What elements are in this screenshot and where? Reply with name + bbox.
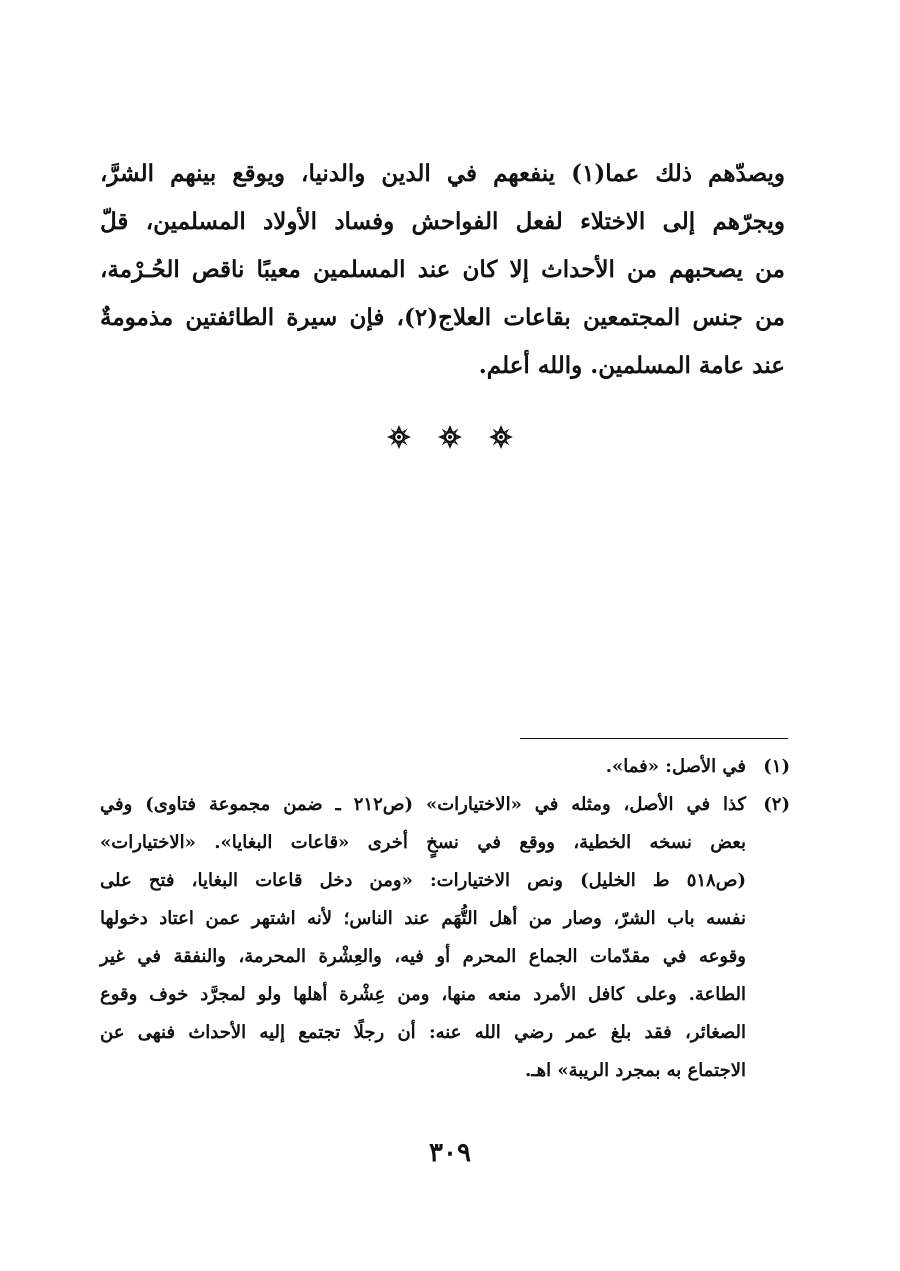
footnote-number: (٢) [763,794,790,815]
main-text-line: من جنس المجتمعين بقاعات العلاج(٢)، فإن سيرة الطائفتين مذمومةٌ [100,304,785,331]
footnote-2 [100,786,790,1090]
footnote-line: الطاعة. وعلى كافل الأمرد منعه منها، ومن عِشْرة أهلها ولو لمجرَّد خوف وقوع [100,984,746,1005]
footnote-number: (١) [763,756,790,777]
footnote-line: بعض نسخه الخطية، ووقع في نسخٍ أخرى «قاعات البغايا». «الاختيارات» [100,832,746,853]
main-text-line: عند عامة المسلمين. والله أعلم. [478,352,785,379]
main-text-line: من يصحبهم من الأحداث إلا كان عند المسلمين معيبًا ناقص الحُـرْمة، [100,256,785,283]
footnote-divider [520,738,788,739]
main-text-line: ويجرّهم إلى الاختلاء لفعل الفواحش وفساد الأولاد المسلمين، قلّ [100,208,785,235]
footnote-line: في الأصل: «فما». [605,756,746,777]
footnote-1 [100,748,790,786]
footnote-line: الصغائر، فقد بلغ عمر رضي الله عنه: أن رجلًا تجتمع إليه الأحداث فنهى عن [100,1022,746,1043]
main-text [100,150,785,390]
footnote-line: نفسه باب الشرّ، وصار من أهل التُّهَم عند الناس؛ لأنه اشتهر عمن اعتاد دخولها [100,908,746,929]
footnote-line: (ص٥١٨ ط الخليل) ونص الاختيارات: «ومن دخل قاعات البغايا، فتح على [100,870,746,891]
page-number: ٣٠٩ [429,1138,471,1168]
section-separator [0,424,900,456]
footnote-line: وقوعه في مقدّمات الجماع المحرم أو فيه، والعِشْرة المحرمة، والنفقة في غير [100,946,747,967]
footnote-line: الاجتماع به بمجرد الريبة» اهـ. [525,1060,746,1081]
flower-ornament-icon [386,424,412,450]
main-text-line: ويصدّهم ذلك عما(١) ينفعهم في الدين والدنيا، ويوقع بينهم الشرَّ، [100,160,785,187]
footnotes [100,748,790,1090]
flower-ornament-icon [437,424,463,450]
flower-ornament-icon [488,424,514,450]
footnote-line: كذا في الأصل، ومثله في «الاختيارات» (ص٢١٢ ـ ضمن مجموعة فتاوى) وفي [100,794,747,815]
